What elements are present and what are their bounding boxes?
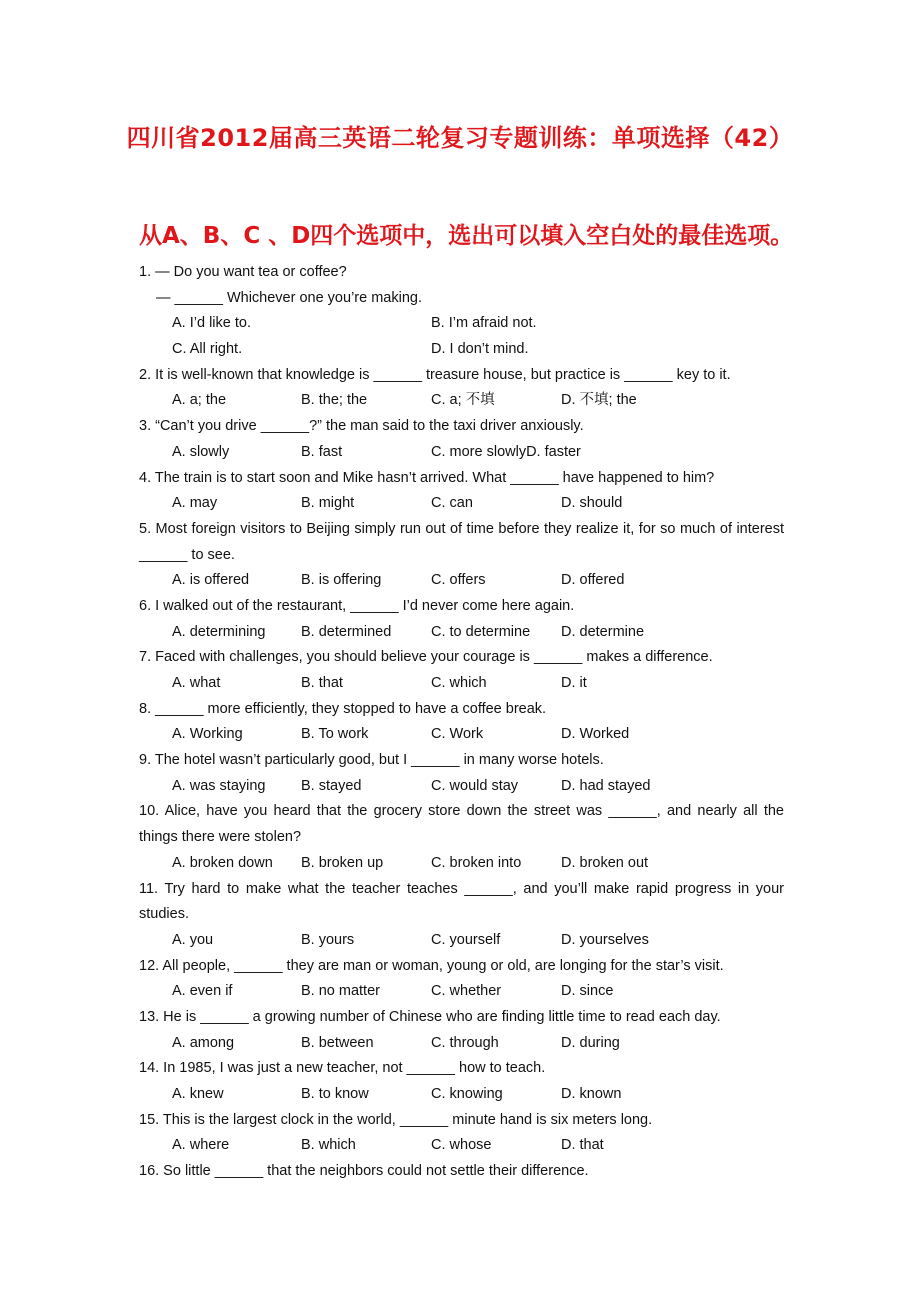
option-a: A. among — [172, 1034, 235, 1051]
question-6-options — [139, 620, 784, 646]
question-15-options — [139, 1133, 784, 1159]
option-c: C. to determine — [431, 623, 531, 640]
option-d: D. should — [561, 495, 623, 512]
option-b: B. To work — [301, 726, 369, 743]
question-4-stem: 4. The train is to start soon and Mike hasn’t arrived. What ______ have happened to him? — [139, 469, 715, 486]
option-a: A. is offered — [172, 572, 250, 589]
question-11-options — [139, 928, 784, 954]
question-5-options — [139, 568, 784, 594]
question-11-stem: 11. Try hard to make what the teacher teaches ______, and you’ll make rapid progress in your studies. — [139, 880, 784, 923]
option-a: A. was staying — [172, 777, 266, 794]
option-d: D. it — [561, 675, 587, 692]
option-d: D. during — [561, 1034, 620, 1051]
option-a: A. where — [172, 1137, 230, 1154]
question-13-options — [139, 1031, 784, 1057]
question-2-stem: 2. It is well-known that knowledge is ______ treasure house, but practice is ______ key to it. — [139, 366, 731, 383]
option-d: D. Worked — [561, 726, 630, 743]
option-c: C. a; 不填 — [431, 392, 495, 409]
option-d: D. that — [561, 1137, 604, 1154]
question-1-options-row-2 — [139, 337, 784, 363]
option-b: B. I’m afraid not. — [431, 315, 537, 332]
question-10-stem: 10. Alice, have you heard that the grocery store down the street was ______, and nearly all the things there were stolen? — [139, 803, 784, 846]
question-8-options — [139, 722, 784, 748]
question-15-stem: 15. This is the largest clock in the world, ______ minute hand is six meters long. — [139, 1111, 653, 1128]
question-12-options — [139, 979, 784, 1005]
option-c: C. whose — [431, 1137, 492, 1154]
question-7-options — [139, 671, 784, 697]
option-a: A. I’d like to. — [172, 315, 251, 332]
option-d: D. offered — [561, 572, 625, 589]
option-c: C. can — [431, 495, 473, 512]
option-b: B. broken up — [301, 854, 384, 871]
option-b: B. is offering — [301, 572, 382, 589]
option-a: A. a; the — [172, 392, 227, 409]
option-b: B. that — [301, 675, 343, 692]
option-b: B. to know — [301, 1086, 369, 1103]
question-6-stem: 6. I walked out of the restaurant, ______ I’d never come here again. — [139, 597, 575, 614]
question-14-stem: 14. In 1985, I was just a new teacher, not ______ how to teach. — [139, 1060, 546, 1077]
option-a: A. broken down — [172, 854, 273, 871]
option-a: A. slowly — [172, 443, 230, 460]
option-a: A. knew — [172, 1086, 224, 1103]
option-a: A. even if — [172, 983, 233, 1000]
question-2-options — [139, 388, 784, 414]
option-b: B. stayed — [301, 777, 362, 794]
question-14-options — [139, 1082, 784, 1108]
option-a: A. Working — [172, 726, 243, 743]
option-d: D. 不填; the — [561, 392, 637, 409]
option-c: C. yourself — [431, 931, 501, 948]
option-a: A. determining — [172, 623, 266, 640]
option-b: B. no matter — [301, 983, 380, 1000]
question-9-options — [139, 774, 784, 800]
question-1-stem: 1. — Do you want tea or coffee? — [139, 264, 347, 280]
question-13-stem: 13. He is ______ a growing number of Chinese who are finding little time to read each day. — [139, 1009, 721, 1026]
option-b: B. determined — [301, 623, 392, 640]
option-d: D. since — [561, 983, 614, 1000]
question-4-options — [139, 491, 784, 517]
question-5-stem: 5. Most foreign visitors to Beijing simply run out of time before they realize it, for so much of interest ______ to see. — [139, 520, 784, 563]
option-c: C. offers — [431, 572, 486, 589]
option-d: D. broken out — [561, 854, 649, 871]
question-10-options — [139, 851, 784, 877]
option-b: B. between — [301, 1034, 374, 1051]
option-a: A. may — [172, 495, 218, 512]
question-3-options — [139, 440, 784, 466]
option-d: D. had stayed — [561, 777, 651, 794]
option-c-d: C. more slowlyD. faster — [431, 443, 581, 460]
option-d: D. I don’t mind. — [431, 341, 529, 358]
option-a: A. you — [172, 931, 214, 948]
document-title: 四川省2012届高三英语二轮复习专题训练：单项选择（42） — [126, 124, 794, 152]
option-c: C. which — [431, 675, 487, 692]
option-d: D. yourselves — [561, 931, 649, 948]
question-list — [139, 260, 784, 1185]
question-7-stem: 7. Faced with challenges, you should believe your courage is ______ makes a difference. — [139, 649, 713, 666]
option-b: B. might — [301, 495, 355, 512]
option-c: C. would stay — [431, 777, 519, 794]
option-d: D. determine — [561, 623, 645, 640]
question-9-stem: 9. The hotel wasn’t particularly good, but I ______ in many worse hotels. — [139, 752, 604, 769]
question-1-options-row-1 — [139, 311, 784, 337]
instruction-text: 从A、B、C 、D四个选项中，选出可以填入空白处的最佳选项。 — [139, 223, 794, 249]
question-16-stem: 16. So little ______ that the neighbors could not settle their difference. — [139, 1163, 589, 1180]
option-c: C. All right. — [172, 341, 243, 358]
question-3-stem: 3. “Can’t you drive ______?” the man said to the taxi driver anxiously. — [139, 418, 584, 435]
option-c: C. through — [431, 1034, 499, 1051]
option-a: A. what — [172, 675, 221, 692]
option-b: B. the; the — [301, 392, 368, 409]
option-c: C. knowing — [431, 1086, 503, 1103]
option-b: B. yours — [301, 931, 355, 948]
option-c: C. whether — [431, 983, 502, 1000]
question-1-stem-response: — ______ Whichever one you’re making. — [156, 289, 422, 306]
question-12-stem: 12. All people, ______ they are man or woman, young or old, are longing for the star’s visit. — [139, 957, 724, 974]
option-b: B. which — [301, 1137, 356, 1154]
option-d: D. known — [561, 1086, 622, 1103]
option-c: C. broken into — [431, 854, 522, 871]
question-8-stem: 8. ______ more efficiently, they stopped to have a coffee break. — [139, 700, 547, 717]
option-c: C. Work — [431, 726, 484, 743]
option-b: B. fast — [301, 443, 343, 460]
